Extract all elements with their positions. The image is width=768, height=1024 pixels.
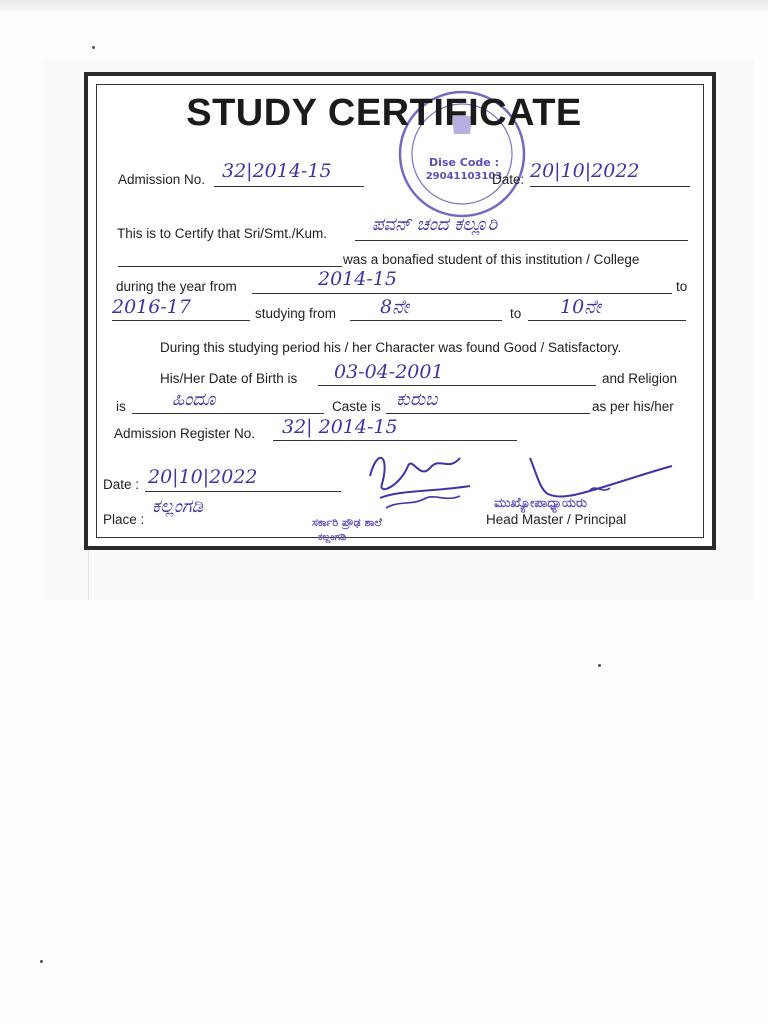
dob-underline bbox=[318, 385, 596, 386]
register-label: Admission Register No. bbox=[114, 426, 256, 441]
footer-date-value: 20|10|2022 bbox=[148, 466, 258, 488]
dob-label: His/Her Date of Birth is bbox=[160, 371, 298, 386]
year-from-value: 2014-15 bbox=[318, 268, 397, 290]
scan-speck bbox=[598, 664, 601, 667]
scan-speck bbox=[92, 46, 95, 49]
religion-label: and Religion bbox=[602, 371, 678, 386]
seal-title: ಮುಖ್ಯೋಪಾಧ್ಯಾಯರು bbox=[494, 496, 587, 511]
footer-date-underline bbox=[145, 491, 341, 492]
admission-value: 32|2014-15 bbox=[222, 160, 332, 182]
studying-to-label: to bbox=[510, 306, 522, 321]
place-label: Place : bbox=[103, 512, 145, 527]
register-value: 32| 2014-15 bbox=[282, 416, 398, 438]
studying-from-underline bbox=[350, 320, 502, 321]
scan-speck bbox=[40, 960, 43, 963]
blank-underline bbox=[118, 266, 342, 267]
date-label: Date: bbox=[492, 172, 525, 187]
year-from-underline bbox=[252, 293, 672, 294]
studying-from-value: 8ನೇ bbox=[380, 296, 409, 318]
studying-to-underline bbox=[528, 320, 686, 321]
character-text: During this studying period his / her Character was found Good / Satisfactory. bbox=[160, 340, 622, 355]
dise-code-number: 29041103103 bbox=[425, 171, 503, 182]
dise-code-label: Dise Code : bbox=[429, 156, 499, 169]
class-teacher-signature bbox=[360, 436, 500, 516]
scan-edge bbox=[0, 0, 768, 14]
caste-label: Caste is bbox=[332, 399, 381, 414]
year-to-value: 2016-17 bbox=[112, 296, 191, 318]
place-value: ಕಲ್ಲಂಗಡಿ bbox=[152, 496, 203, 517]
admission-underline bbox=[214, 186, 364, 187]
paper-fold bbox=[48, 360, 89, 600]
religion-value: ಹಿಂದೂ bbox=[172, 389, 216, 410]
date-value: 20|10|2022 bbox=[530, 160, 640, 182]
caste-underline bbox=[386, 413, 590, 414]
certify-label: This is to Certify that Sri/Smt./Kum. bbox=[117, 226, 328, 241]
certificate-title: STUDY CERTIFICATE bbox=[186, 92, 582, 134]
seal-place: ಕಲ್ಲಂಗಡಿ bbox=[318, 532, 347, 543]
student-name: ಪವನ್ ಚಂದ ಕಲ್ಲೂರಿ bbox=[372, 214, 498, 235]
seal-school: ಸರ್ಕಾರಿ ಪ್ರೌಢ ಶಾಲೆ bbox=[312, 516, 382, 529]
is-label: is bbox=[116, 399, 126, 414]
caste-value: ಕುರುಬ bbox=[396, 389, 438, 410]
head-master-label: Head Master / Principal bbox=[486, 512, 627, 527]
studying-from-label: studying from bbox=[255, 306, 337, 321]
studying-to-value: 10ನೇ bbox=[560, 296, 601, 318]
year-from-label: during the year from bbox=[116, 279, 237, 294]
footer-date-label: Date : bbox=[103, 477, 140, 492]
bonafied-text: was a bonafied student of this institution / College bbox=[343, 252, 640, 267]
year-to-underline bbox=[112, 320, 250, 321]
student-name-underline bbox=[355, 240, 688, 241]
religion-underline bbox=[132, 413, 324, 414]
dob-value: 03-04-2001 bbox=[334, 361, 444, 383]
admission-label: Admission No. bbox=[118, 172, 206, 187]
as-per-label: as per his/her bbox=[592, 399, 674, 414]
to-label: to bbox=[676, 279, 688, 294]
date-underline bbox=[530, 186, 690, 187]
